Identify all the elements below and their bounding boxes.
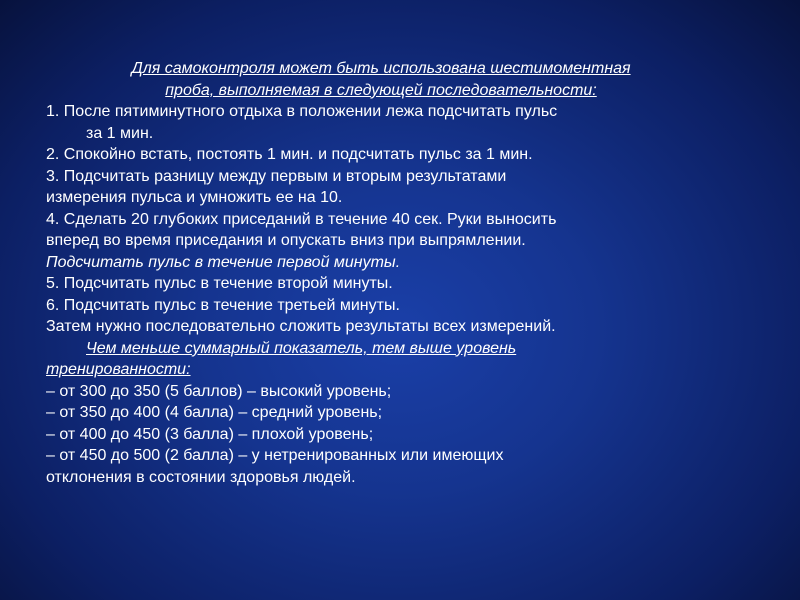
conclusion-line-2	[46, 359, 766, 381]
level-2: – от 350 до 400 (4 балла) – средний уровень;	[46, 404, 383, 421]
slide-body	[46, 58, 766, 488]
step-4-note: Подсчитать пульс в течение первой минуты.	[46, 253, 401, 271]
slide-heading	[46, 58, 716, 101]
summary-line: Затем нужно последовательно сложить результаты всех измерений.	[46, 318, 556, 335]
heading-line-1: Для самоконтроля может быть использована шестимоментная	[131, 60, 631, 77]
level-4-line-1: – от 450 до 500 (2 балла) – у нетренированных или имеющих	[46, 447, 504, 464]
step-3-line-1: 3. Подсчитать разницу между первым и вторым результатами	[46, 167, 507, 185]
step-1-line-1: 1. После пятиминутного отдыха в положении лежа подсчитать пульс	[46, 103, 558, 120]
step-5: 5. Подсчитать пульс в течение второй минуты.	[46, 275, 393, 292]
level-3: – от 400 до 450 (3 балла) – плохой уровень;	[46, 425, 374, 443]
conclusion-text-2: тренированности:	[46, 361, 191, 378]
step-3-line-2: измерения пульса и умножить ее на 10.	[46, 189, 343, 206]
level-1: – от 300 до 350 (5 баллов) – высокий уровень;	[46, 382, 392, 400]
step-2: 2. Спокойно встать, постоять 1 мин. и подсчитать пульс за 1 мин.	[46, 146, 533, 163]
step-4-line-1: 4. Сделать 20 глубоких приседаний в течение 40 сек. Руки выносить	[46, 210, 557, 228]
conclusion-text-1: Чем меньше суммарный показатель, тем выше уровень	[86, 339, 517, 357]
heading-line-2: проба, выполняемая в следующей последовательности:	[165, 81, 597, 99]
level-4-line-2: отклонения в состоянии здоровья людей.	[46, 468, 356, 486]
step-6: 6. Подсчитать пульс в течение третьей минуты.	[46, 296, 400, 314]
step-1-line-2: за 1 мин.	[86, 124, 154, 142]
conclusion-line-1	[46, 338, 766, 360]
step-4-line-2: вперед во время приседания и опускать вниз при выпрямлении.	[46, 232, 526, 249]
